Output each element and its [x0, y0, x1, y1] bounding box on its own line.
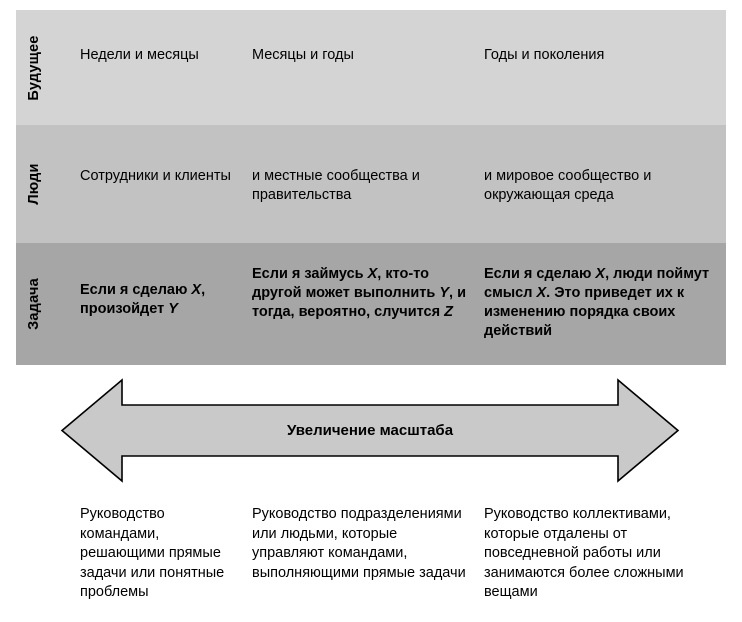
matrix-row-people [16, 125, 726, 243]
scale-matrix [16, 10, 726, 365]
arrow-label: Увеличение масштаба [286, 422, 454, 439]
matrix-cell-task-1: Если я сделаю X, произойдет Y [80, 282, 206, 317]
matrix-row-future [16, 10, 726, 125]
matrix-row-task-cells [52, 243, 726, 365]
matrix-row-future-cells [52, 10, 726, 125]
matrix-cell-people-2: и местные сообщества и правительства [252, 168, 420, 203]
row-label-people-text: Люди [26, 163, 42, 205]
matrix-row-people-cells [52, 125, 726, 243]
matrix-cell-people-1: Сотрудники и клиенты [80, 168, 231, 184]
caption-divisions: Руководство подразделениями или людьми, которые управляют командами, выполняющими прямые задачи [252, 506, 466, 581]
caption-collectives: Руководство коллективами, которые отдалены от повседневной работы или занимаются более сложными вещами [484, 506, 684, 600]
caption-row [16, 505, 726, 603]
matrix-cell-future-3: Годы и поколения [484, 47, 605, 63]
matrix-cell-future-2: Месяцы и годы [252, 47, 354, 63]
row-label-task [16, 243, 52, 365]
matrix-cell-people-3: и мировое сообщество и окружающая среда [484, 168, 652, 203]
caption-teams: Руководство командами, решающими прямые задачи или понятные проблемы [80, 506, 225, 600]
row-label-future [16, 10, 52, 125]
row-label-people [16, 125, 52, 243]
matrix-row-task [16, 243, 726, 365]
matrix-cell-task-2: Если я займусь X, кто-то другой может выполнить Y, и тогда, вероятно, случится Z [252, 266, 467, 320]
matrix-cell-future-1: Недели и месяцы [80, 47, 199, 63]
scale-arrow [60, 378, 680, 483]
row-label-task-text: Задача [26, 278, 42, 330]
matrix-cell-task-3: Если я сделаю X, люди поймут смысл X. Это приведет их к изменению порядка своих действий [484, 266, 710, 339]
double-arrow-icon [60, 378, 680, 483]
row-label-future-text: Будущее [26, 34, 42, 101]
